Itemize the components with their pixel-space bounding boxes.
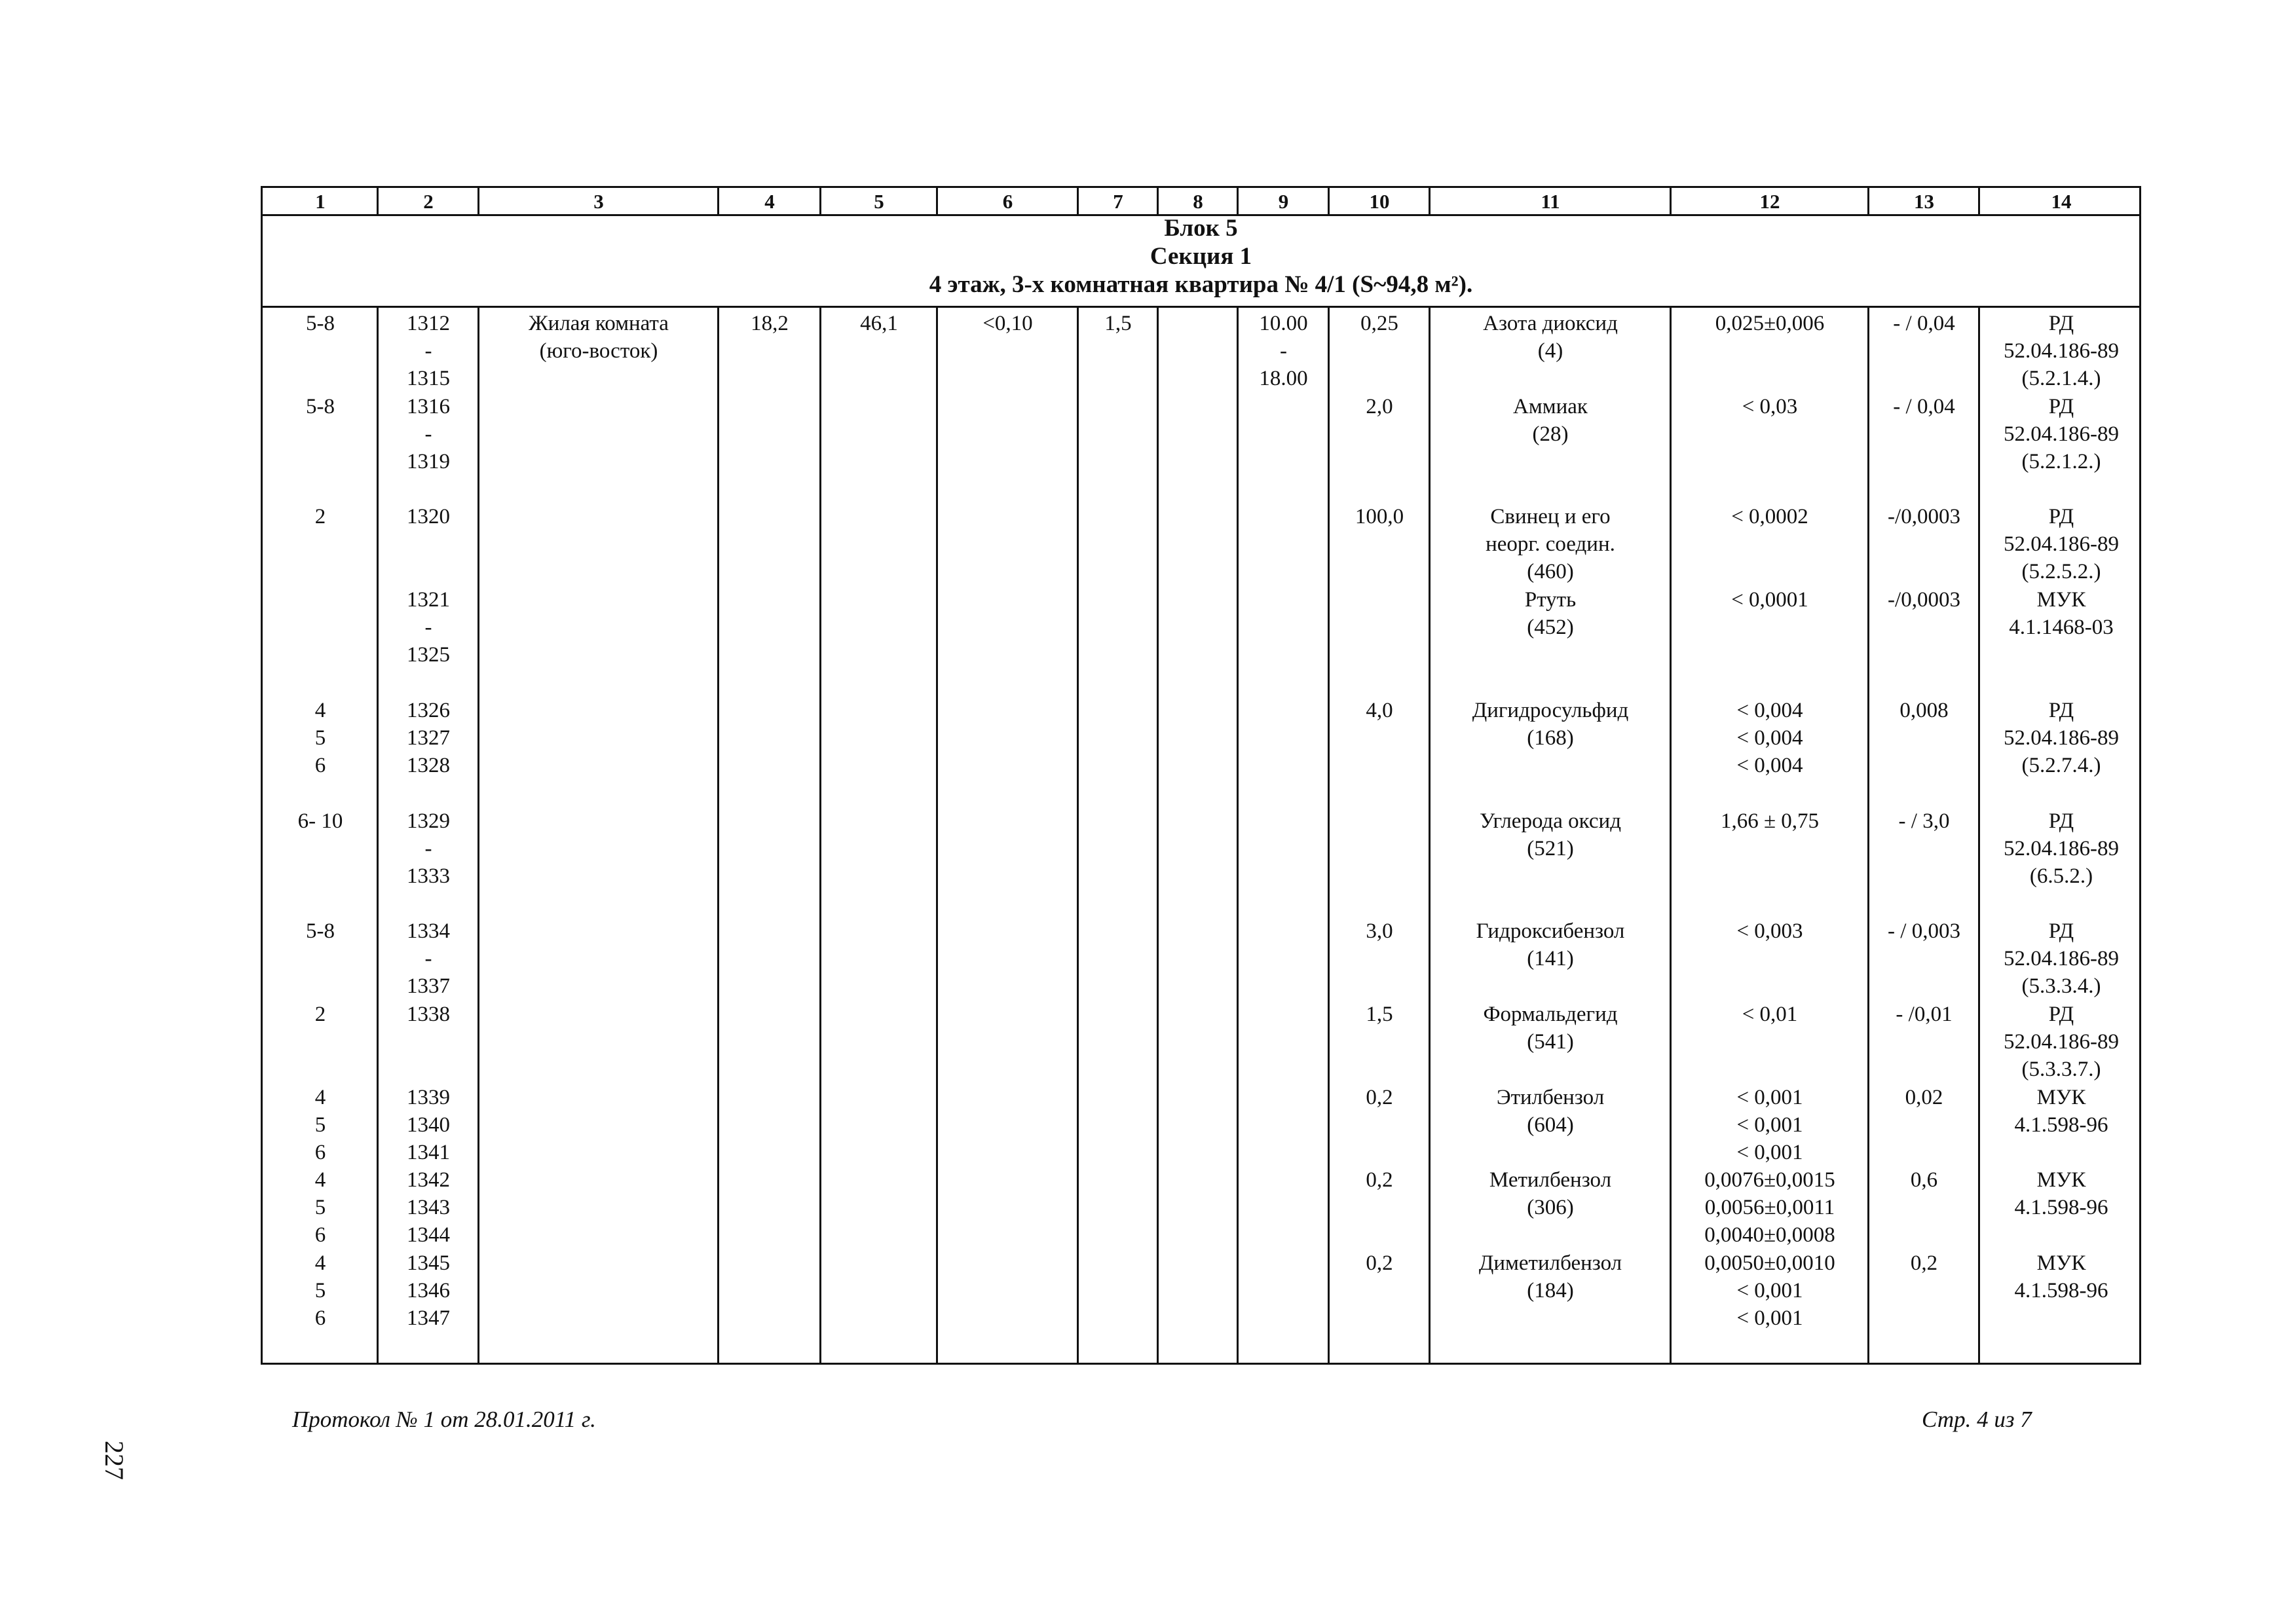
title-divider	[263, 306, 2139, 308]
table-cell-col13: 0,02	[1905, 1085, 1943, 1109]
margin-page-number: 227	[100, 1441, 129, 1480]
table-cell-col12: < 0,001 < 0,001 < 0,001	[1736, 1085, 1803, 1164]
table-cell-col2: 1345 1346 1347	[407, 1251, 450, 1330]
table-cell-col12: 0,025±0,006	[1715, 312, 1825, 335]
table-cell-col12: < 0,01	[1742, 1003, 1798, 1026]
table-cell-col14: МУК 4.1.598-96	[2014, 1168, 2108, 1220]
table-cell-col1: 4 5 6	[314, 698, 326, 777]
table-cell-col12: < 0,004 < 0,004 < 0,004	[1736, 698, 1803, 777]
table-cell-col12: 0,0050±0,0010 < 0,001 < 0,001	[1704, 1251, 1835, 1330]
table-cell-col14: МУК 4.1.1468-03	[2009, 588, 2114, 639]
table-cell-col9: 10.00 - 18.00	[1259, 312, 1308, 390]
column-header-11: 11	[1541, 190, 1560, 213]
table-cell-col2: 1312 - 1315	[407, 312, 450, 390]
table-cell-col11: Дигидросульфид (168)	[1472, 698, 1629, 750]
column-header-1: 1	[315, 190, 326, 213]
table-cell-col1: 4 5 6	[314, 1168, 326, 1247]
table-cell-col14: РД 52.04.186-89 (6.5.2.)	[2004, 809, 2119, 888]
table-cell-col2: 1339 1340 1341	[407, 1085, 450, 1164]
table-cell-col11: Свинец и его неорг. соедин. (460)	[1486, 505, 1615, 584]
column-header-4: 4	[764, 190, 775, 213]
table-cell-col14: РД 52.04.186-89 (5.2.1.4.)	[2004, 312, 2119, 390]
table-cell-col10: 0,2	[1366, 1251, 1393, 1275]
table-cell-col2: 1321 - 1325	[407, 588, 450, 667]
table-cell-col13: - / 0,04	[1893, 312, 1955, 335]
table-cell-col2: 1342 1343 1344	[407, 1168, 450, 1247]
body-col-divider	[1328, 306, 1330, 1363]
table-cell-col13: - /0,01	[1896, 1003, 1953, 1026]
title-section-name: Секция 1	[1150, 243, 1252, 270]
table-cell-col1: 2	[314, 505, 326, 529]
column-header-7: 7	[1113, 190, 1123, 213]
table-cell-col10: 4,0	[1366, 698, 1393, 722]
table-cell-col4: 18,2	[751, 312, 789, 335]
table-cell-col11: Этилбензол (604)	[1496, 1085, 1605, 1137]
column-header-14: 14	[2051, 190, 2072, 213]
table-cell-col14: МУК 4.1.598-96	[2014, 1085, 2108, 1137]
table-cell-col10: 100,0	[1355, 505, 1404, 529]
table-cell-col12: 0,0076±0,0015 0,0056±0,0011 0,0040±0,0008	[1704, 1168, 1835, 1247]
body-col-divider	[1077, 306, 1079, 1363]
title-block-name: Блок 5	[1164, 215, 1238, 242]
table-cell-col1: 5-8	[306, 394, 335, 418]
table-cell-col10: 0,2	[1366, 1168, 1393, 1192]
column-header-3: 3	[593, 190, 604, 213]
table-cell-col12: < 0,0001	[1731, 588, 1808, 612]
table-cell-col14: РД 52.04.186-89 (5.2.1.2.)	[2004, 394, 2119, 473]
table-cell-col11: Гидроксибензол (141)	[1476, 919, 1625, 971]
table-cell-col10: 0,25	[1360, 312, 1398, 335]
table-cell-col1: 2	[314, 1003, 326, 1026]
table-cell-col11: Аммиак (28)	[1513, 394, 1588, 446]
table-cell-col14: РД 52.04.186-89 (5.2.7.4.)	[2004, 698, 2119, 777]
table-cell-col13: -/0,0003	[1888, 505, 1960, 529]
table-cell-col14: РД 52.04.186-89 (5.3.3.7.)	[2004, 1003, 2119, 1081]
column-header-13: 13	[1914, 190, 1934, 213]
body-col-divider	[1237, 306, 1239, 1363]
table-cell-col2: 1316 - 1319	[407, 394, 450, 473]
body-col-divider	[819, 306, 821, 1363]
table-cell-col11: Углерода оксид (521)	[1480, 809, 1621, 860]
table-cell-col13: - / 0,003	[1888, 919, 1960, 944]
table-cell-col13: 0,2	[1910, 1251, 1938, 1275]
column-header-12: 12	[1759, 190, 1780, 213]
table-cell-col14: РД 52.04.186-89 (5.2.5.2.)	[2004, 505, 2119, 584]
table-cell-col10: 3,0	[1366, 919, 1393, 944]
table-cell-col14: РД 52.04.186-89 (5.3.3.4.)	[2004, 919, 2119, 999]
table-cell-col12: 1,66 ± 0,75	[1720, 809, 1820, 833]
table-title-block	[263, 214, 2139, 306]
table-cell-col13: 0,008	[1899, 698, 1949, 722]
table-cell-col3: Жилая комната (юго-восток)	[529, 312, 669, 363]
column-header-8: 8	[1193, 190, 1203, 213]
table-cell-col2: 1326 1327 1328	[407, 698, 450, 777]
header-divider	[263, 214, 2139, 216]
footer-protocol: Протокол № 1 от 28.01.2011 г.	[292, 1407, 596, 1432]
table-cell-col11: Формальдегид (541)	[1483, 1003, 1618, 1054]
footer-page: Стр. 4 из 7	[1922, 1407, 2032, 1432]
table-cell-col11: Ртуть (452)	[1524, 588, 1577, 639]
table-cell-col1: 4 5 6	[314, 1251, 326, 1330]
table-cell-col1: 6- 10	[297, 809, 343, 833]
table-cell-col13: - / 0,04	[1893, 394, 1955, 418]
column-header-2: 2	[423, 190, 434, 213]
table-cell-col13: - / 3,0	[1898, 809, 1950, 833]
table-cell-col12: < 0,03	[1742, 394, 1798, 418]
table-cell-col10: 2,0	[1366, 394, 1393, 418]
column-header-10: 10	[1369, 190, 1390, 213]
table-cell-col1: 5-8	[306, 919, 335, 944]
table-cell-col1: 5-8	[306, 312, 335, 335]
table-cell-col11: Диметилбензол (184)	[1478, 1251, 1622, 1302]
table-cell-col1: 4 5 6	[314, 1085, 326, 1164]
column-header-9: 9	[1278, 190, 1289, 213]
table-cell-col14: МУК 4.1.598-96	[2014, 1251, 2108, 1302]
table-cell-col2: 1334 - 1337	[407, 919, 450, 999]
body-col-divider	[717, 306, 719, 1363]
table-cell-col7: 1,5	[1104, 312, 1132, 335]
table-cell-col2: 1338	[407, 1003, 450, 1026]
column-header-6: 6	[1002, 190, 1013, 213]
table-cell-col11: Метилбензол (306)	[1489, 1168, 1612, 1220]
column-header-5: 5	[874, 190, 884, 213]
table-cell-col13: -/0,0003	[1888, 588, 1960, 612]
table-cell-col12: < 0,003	[1736, 919, 1803, 944]
table-cell-col5: 46,1	[860, 312, 898, 335]
body-col-divider	[936, 306, 938, 1363]
table-cell-col10: 1,5	[1366, 1003, 1393, 1026]
body-col-divider	[1157, 306, 1159, 1363]
title-apartment: 4 этаж, 3-х комнатная квартира № 4/1 (S~94,8 м²).	[929, 271, 1473, 298]
results-table	[261, 186, 2141, 1365]
table-cell-col13: 0,6	[1910, 1168, 1938, 1192]
table-cell-col2: 1320	[407, 505, 450, 529]
table-cell-col11: Азота диоксид (4)	[1483, 312, 1618, 363]
table-cell-col12: < 0,0002	[1731, 505, 1808, 529]
table-cell-col2: 1329 - 1333	[407, 809, 450, 888]
table-cell-col10: 0,2	[1366, 1085, 1393, 1109]
table-cell-col6: <0,10	[982, 312, 1033, 335]
